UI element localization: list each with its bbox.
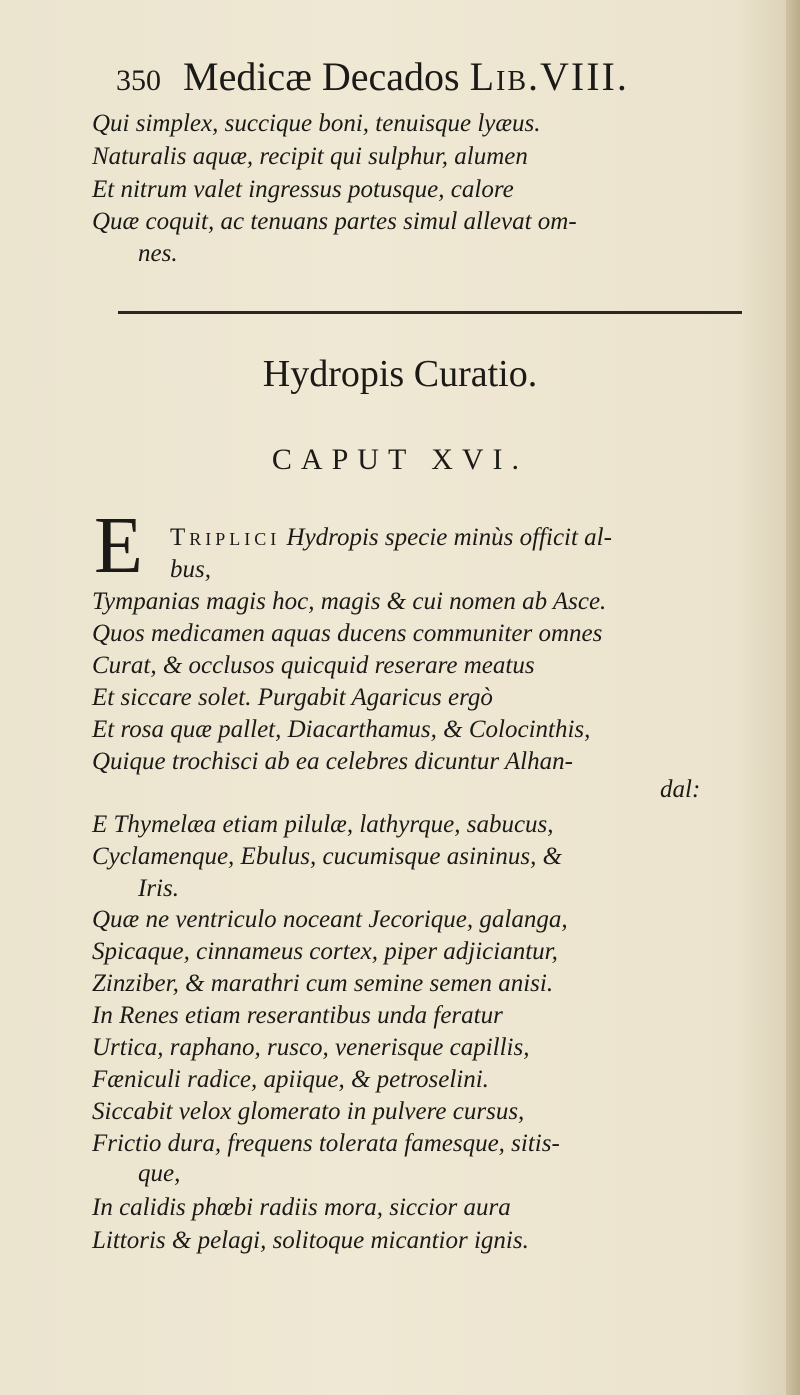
- chapter-title: Hydropis Curatio.: [262, 353, 538, 395]
- running-header: [116, 52, 716, 102]
- section-divider: [118, 311, 742, 314]
- verse-line: Fæniculi radice, apiique, & petroselini.: [92, 1066, 489, 1093]
- verse-line: Spicaque, cinnameus cortex, piper adjiciantur,: [92, 938, 558, 965]
- opening-word: Triplici: [170, 524, 281, 551]
- verse-line: Quæ ne ventriculo noceant Jecorique, galanga,: [92, 906, 568, 933]
- verse-line: Tympanias magis hoc, magis & cui nomen ab Asce.: [92, 588, 607, 615]
- running-title: Medicæ Decados: [183, 54, 460, 99]
- verse-line: Siccabit velox glomerato in pulvere cursus,: [92, 1098, 525, 1125]
- verse-line: Zinziber, & marathri cum semine semen anisi.: [92, 970, 554, 997]
- verse-line: Curat, & occlusos quicquid reserare meatus: [92, 652, 535, 679]
- verse-line: Qui simplex, succique boni, tenuisque lyæus.: [92, 110, 541, 137]
- verse-line: In calidis phœbi radiis mora, siccior aura: [92, 1194, 511, 1221]
- verse-line: Et rosa quæ pallet, Diacarthamus, & Colocinthis,: [92, 716, 591, 743]
- verse-line: Naturalis aquæ, recipit qui sulphur, alumen: [92, 143, 528, 170]
- page-edge: [786, 0, 800, 1395]
- verse-line: E Thymelæa etiam pilulæ, lathyrque, sabucus,: [92, 811, 554, 838]
- book-number: Lib.VIII.: [469, 54, 629, 99]
- verse-line: In Renes etiam reserantibus unda feratur: [92, 1002, 503, 1029]
- chapter-number: CAPUT XVI.: [271, 443, 529, 476]
- verse-line: Frictio dura, frequens tolerata famesque, sitis-: [92, 1130, 560, 1157]
- verse-line: Quos medicamen aquas ducens communiter omnes: [92, 620, 603, 647]
- verse-line: Littoris & pelagi, solitoque micantior ignis.: [92, 1227, 529, 1254]
- drop-capital: E: [94, 502, 143, 590]
- page-number: 350: [116, 64, 161, 97]
- verse-line: nes.: [138, 240, 178, 267]
- verse-line: Quique trochisci ab ea celebres dicuntur Alhan-: [92, 748, 573, 775]
- verse-line: Urtica, raphano, rusco, venerisque capillis,: [92, 1034, 530, 1061]
- verse-line: Et siccare solet. Purgabit Agaricus ergò: [92, 684, 493, 711]
- verse-line: Iris.: [138, 875, 179, 902]
- verse-line: Cyclamenque, Ebulus, cucumisque asininus, &: [92, 843, 563, 870]
- verse-line: dal:: [660, 776, 701, 803]
- verse-line: Et nitrum valet ingressus potusque, calore: [92, 176, 514, 203]
- verse-line: bus,: [170, 556, 211, 583]
- verse-line: que,: [138, 1160, 181, 1187]
- verse-line: Quæ coquit, ac tenuans partes simul allevat om-: [92, 208, 577, 235]
- opening-line-text: Hydropis specie minùs officit al-: [286, 524, 612, 551]
- verse-line: [170, 524, 612, 552]
